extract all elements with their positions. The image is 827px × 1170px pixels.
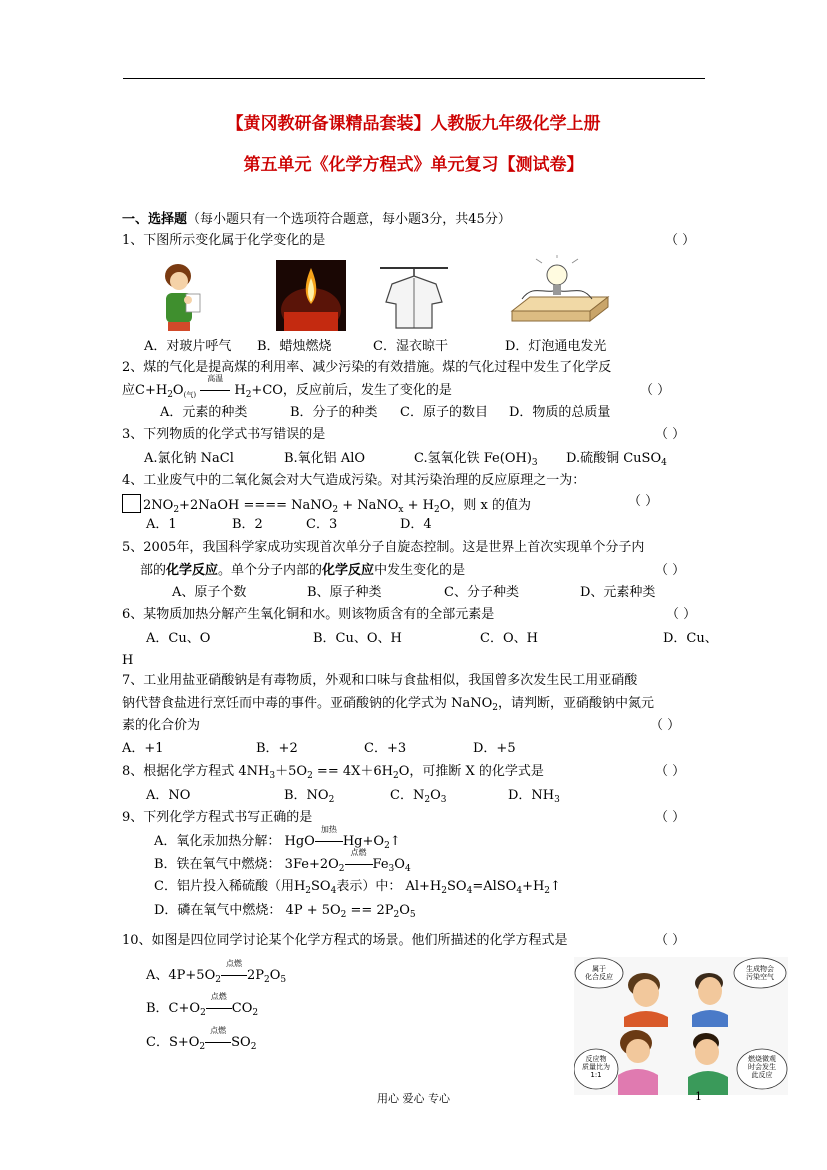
section-heading: 一、选择题（每小题只有一个选项符合题意，每小题3分，共45分） <box>122 212 511 227</box>
q9-option-a: A．氧化汞加热分解： HgO 加热 $Hg+O_2↑$ <box>154 825 401 851</box>
q6-answer-blank: （ ） <box>666 607 697 622</box>
girl-breathing-image <box>156 260 206 332</box>
q7-answer-blank: （ ） <box>650 718 681 733</box>
document-title: 【黄冈教研备课精品套装】人教版九年级化学上册 <box>226 114 601 134</box>
q6-option-b: B．Cu、O、H <box>313 631 402 646</box>
q4-option-d: D．4 <box>400 517 432 532</box>
page-footer: 用心 爱心 专心 <box>377 1092 450 1105</box>
bubble-4-text: 燃烧微观时会发生此反应 <box>748 1055 776 1079</box>
q4-option-c: C．3 <box>306 517 338 532</box>
q4-answer-blank: （ ） <box>628 494 659 509</box>
drying-clothes-image <box>378 262 450 332</box>
q8-option-a: A．NO <box>146 788 191 803</box>
q5-option-c: C、分子种类 <box>444 585 519 600</box>
q9-stem: 9、下列化学方程式书写正确的是 <box>122 810 313 825</box>
q3-option-d: D.硫酸铜 CuSO$_4$ <box>566 451 667 468</box>
header-rule <box>123 78 705 79</box>
q2-stem-line2: 应$C+H_2O_{(气)}$ 高温 $H_2+CO$，反应前后，发生了变化的是 <box>122 374 452 400</box>
q6-option-c: C．O、H <box>480 631 538 646</box>
bubble-1-text: 属于化合反应 <box>585 965 613 981</box>
q10-option-b: B．$C+O_2$ 点燃 $CO_2$ <box>146 992 259 1018</box>
q3-answer-blank: （ ） <box>655 427 686 442</box>
q6-option-d: D．Cu、 <box>663 631 718 646</box>
q8-answer-blank: （ ） <box>655 764 686 779</box>
light-bulb-circuit-image <box>502 255 610 330</box>
q4-option-b: B．2 <box>232 517 263 532</box>
q6-option-a: A．Cu、O <box>146 631 211 646</box>
q7-stem-line1: 7、工业用盐亚硝酸钠是有毒物质，外观和口味与食盐相似，我国曾多次发生民工用亚硝酸 <box>122 673 638 688</box>
q8-option-b: B．$NO_2$ <box>284 788 335 805</box>
burning-candle-image <box>276 260 346 331</box>
q1-option-d: D．灯泡通电发光 <box>505 339 607 354</box>
q1-answer-blank: （ ） <box>665 233 696 248</box>
document-subtitle: 第五单元《化学方程式》单元复习【测试卷】 <box>243 155 584 175</box>
q1-option-a: A．对玻片呼气 <box>144 339 232 354</box>
q8-option-d: D．$NH_3$ <box>508 788 560 805</box>
q10-answer-blank: （ ） <box>655 933 686 948</box>
q1-option-c: C．湿衣晾干 <box>373 339 448 354</box>
q9-answer-blank: （ ） <box>655 810 686 825</box>
q7-stem-line2: 钠代替食盐进行烹饪而中毒的事件。亚硝酸钠的化学式为 NaNO$_2$，请判断，亚硝酸钠中氮元 <box>122 696 655 713</box>
q9-option-d: D．磷在氧气中燃烧： $4P + 5O_2 == 2P_2O_5$ <box>154 903 416 920</box>
q7-option-b: B．+2 <box>256 741 298 756</box>
q2-option-c: C．原子的数目 <box>400 405 488 420</box>
bubble-2-text: 生成物会污染空气 <box>746 965 774 981</box>
q9-option-c: C．铝片投入稀硫酸（用$H_2SO_4$表示）中： $Al+H_2SO_4=AlSO_4+H_2↑$ <box>154 879 561 896</box>
q2-option-b: B．分子的种类 <box>290 405 378 420</box>
q5-option-d: D、元素种类 <box>580 585 656 600</box>
q3-stem: 3、下列物质的化学式书写错误的是 <box>122 427 326 442</box>
q7-option-a: A．+1 <box>122 741 164 756</box>
q7-option-c: C．+3 <box>364 741 407 756</box>
q9-option-b: B．铁在氧气中燃烧： $3Fe+2O_2$ 点燃 $Fe_3O_4$ <box>154 848 411 874</box>
q1-option-b: B．蜡烛燃烧 <box>257 339 332 354</box>
q5-stem-line2: 部的化学反应。单个分子内部的化学反应中发生变化的是 <box>140 563 466 578</box>
q2-answer-blank: （ ） <box>640 383 671 398</box>
q3-option-b: B.氧化铝 AlO <box>284 451 366 466</box>
bubble-3-text: 反应物质量比为 1:1 <box>582 1055 610 1079</box>
q5-option-b: B、原子种类 <box>307 585 382 600</box>
q3-option-a: A.氯化钠 NaCl <box>144 451 234 466</box>
q6-option-d-continued: H <box>122 653 134 668</box>
page-number: 1 <box>695 1090 702 1103</box>
q3-option-c: C.氢氧化铁 $Fe(OH)_3$ <box>414 451 538 468</box>
q5-option-a: A、原子个数 <box>172 585 247 600</box>
q10-stem: 10、如图是四位同学讨论某个化学方程式的场景。他们所描述的化学方程式是 <box>122 933 568 948</box>
q5-stem-line1: 5、2005年，我国科学家成功实现首次单分子自旋态控制。这是世界上首次实现单个分子内 <box>122 540 645 555</box>
q1-stem: 1、下图所示变化属于化学变化的是 <box>122 233 326 248</box>
q5-answer-blank: （ ） <box>655 563 686 578</box>
q2-option-a: A．元素的种类 <box>160 405 248 420</box>
q7-option-d: D．+5 <box>473 741 516 756</box>
q6-stem: 6、某物质加热分解产生氧化铜和水。则该物质含有的全部元素是 <box>122 607 495 622</box>
q2-stem-line1: 2、煤的气化是提高煤的利用率、减少污染的有效措施。煤的气化过程中发生了化学反 <box>122 360 612 375</box>
q4-option-a: A．1 <box>146 517 177 532</box>
q4-stem: 4、工业废气中的二氧化氮会对大气造成污染。对其污染治理的反应原理之一为： <box>122 473 586 488</box>
q7-stem-line3: 素的化合价为 <box>122 718 201 733</box>
q10-option-a: A、$4P+5O_2$ 点燃 $2P_2O_5$ <box>146 959 287 985</box>
q4-equation: $2NO_2+2NaOH$ ==== NaNO$_2$ + NaNO$_x$ + $H_2O$，则 x 的值为 <box>122 494 531 514</box>
q8-stem: 8、根据化学方程式 $4NH_3+5O_2 == 4X+6H_2O$，可推断 X 的化学式是 <box>122 764 544 781</box>
q8-option-c: C．$N_2O_3$ <box>390 788 447 805</box>
q10-option-c: C．$S+O_2$ 点燃 $SO_2$ <box>146 1026 257 1052</box>
students-discussion-image <box>574 957 788 1095</box>
q2-option-d: D．物质的总质量 <box>509 405 611 420</box>
